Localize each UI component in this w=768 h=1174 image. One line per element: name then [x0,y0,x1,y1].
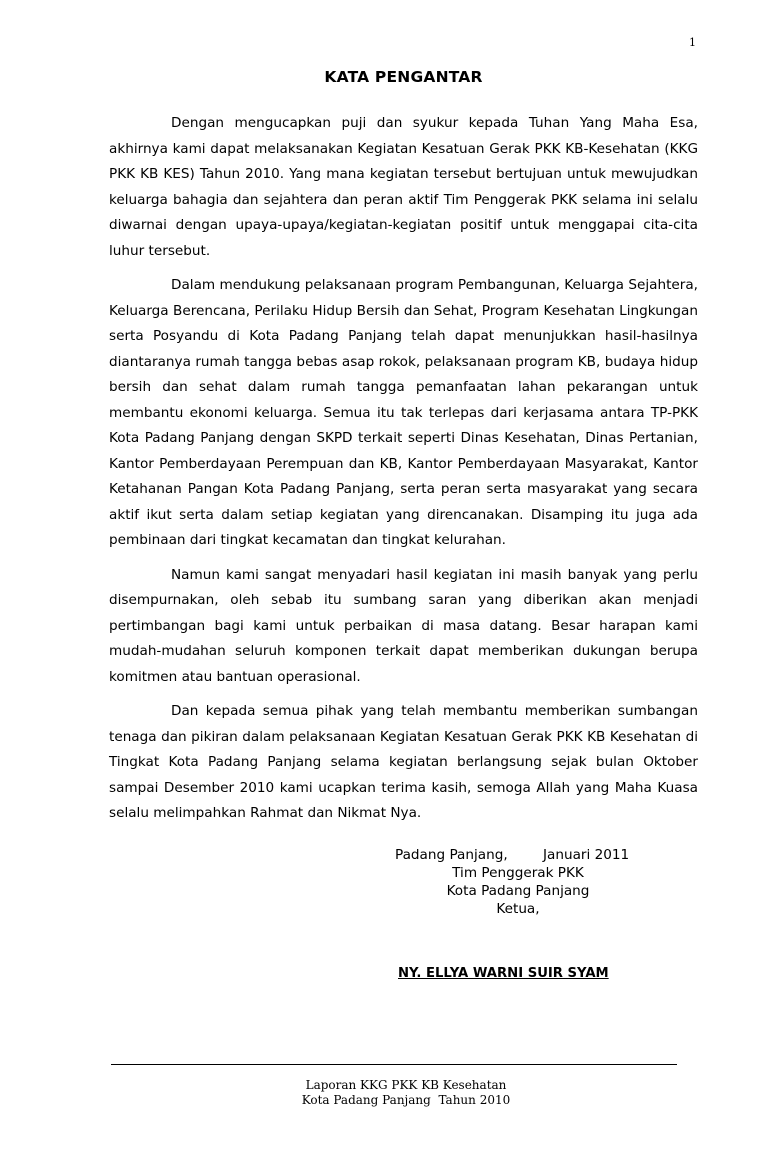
signatory-name: NY. ELLYA WARNI SUIR SYAM [398,966,609,981]
footer-divider [111,1064,677,1065]
paragraph-1: Dengan mengucapkan puji dan syukur kepada Tuhan Yang Maha Esa, akhirnya kami dapat melaksanakan Kegiatan Kesatuan Gerak PKK KB-Kesehatan (KKG PKK KB KES) Tahun 2010. Yang mana kegiatan tersebut bertujuan untuk mewujudkan keluarga bahagia dan sejahtera dan peran aktif Tim Penggerak PKK selama ini selalu diwarnai dengan upaya-upaya/kegiatan-kegiatan positif untuk menggapai cita-cita luhur tersebut. [109,115,698,259]
signature-organization: Tim Penggerak PKK [452,865,584,881]
page-number: 1 [689,36,696,49]
signature-date: Januari 2011 [543,847,630,863]
signature-role: Ketua, [496,901,540,917]
signature-place-date [395,846,635,864]
paragraph-2: Dalam mendukung pelaksanaan program Pembangunan, Keluarga Sejahtera, Keluarga Berencana, Perilaku Hidup Bersih dan Sehat, Program Kesehatan Lingkungan serta Posyandu di Kota Padang Panjang telah dapat menunjukkan hasil-hasilnya diantaranya rumah tangga bebas asap rokok, pelaksanaan program KB, budaya hidup bersih dan sehat dalam rumah tangga pemanfaatan lahan pekarangan untuk membantu ekonomi keluarga. Semua itu tak terlepas dari kerjasama antara TP-PKK Kota Padang Panjang dengan SKPD terkait seperti Dinas Kesehatan, Dinas Pertanian, Kantor Pemberdayaan Perempuan dan KB, Kantor Pemberdayaan Masyarakat, Kantor Ketahanan Pangan Kota Padang Panjang, serta peran serta masyarakat yang secara aktif ikut serta dalam setiap kegiatan yang direncanakan. Disamping itu juga ada pembinaan dari tingkat kecamatan dan tingkat kelurahan. [109,277,698,548]
signature-city: Kota Padang Panjang [446,883,590,899]
signature-block [395,846,635,918]
paragraph-3: Namun kami sangat menyadari hasil kegiatan ini masih banyak yang perlu disempurnakan, oleh sebab itu sumbang saran yang diberikan akan menjadi pertimbangan bagi kami untuk perbaikan di masa datang. Besar harapan kami mudah-mudahan seluruh komponen terkait dapat memberikan dukungan berupa komitmen atau bantuan operasional. [109,566,698,685]
footer-line-1: Laporan KKG PKK KB Kesehatan [305,1078,507,1092]
footer-line-2: Kota Padang Panjang Tahun 2010 [301,1093,511,1107]
signature-place: Padang Panjang, [395,847,508,863]
paragraph-4: Dan kepada semua pihak yang telah membantu memberikan sumbangan tenaga dan pikiran dalam pelaksanaan Kegiatan Kesatuan Gerak PKK KB Kesehatan di Tingkat Kota Padang Panjang selama kegiatan berlangsung sejak bulan Oktober sampai Desember 2010 kami ucapkan terima kasih, semoga Allah yang Maha Kuasa selalu melimpahkan Rahmat dan Nikmat Nya. [109,703,698,821]
footer [111,1078,701,1108]
body-text [109,111,698,836]
document-title: KATA PENGANTAR [324,68,483,86]
